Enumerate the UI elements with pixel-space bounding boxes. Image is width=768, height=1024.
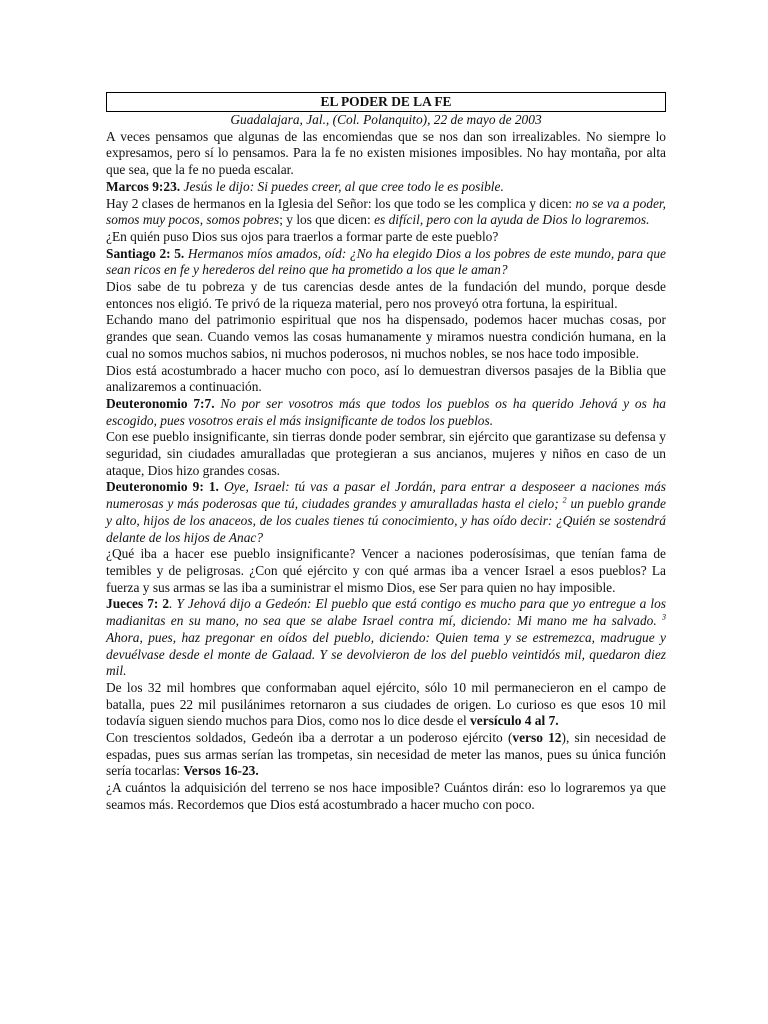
- paragraph-10: Con ese pueblo insignificante, sin tierras donde poder sembrar, sin ejército que garantizase su defensa y seguridad, sin ciudades amuralladas que protegieran a sus ancianos, mujeres y niños en caso de un ataque, Dios hizo grandes cosas.: [106, 429, 666, 478]
- bible-reference: Jueces 7: 2: [106, 596, 170, 612]
- bible-quote: Hermanos míos amados, oíd: ¿No ha elegido Dios a los pobres de este mundo, para que sean ricos en fe y herederos del reino que ha prometido a los que le aman?: [106, 245, 666, 278]
- bible-reference: Marcos 9:23.: [106, 178, 181, 194]
- bible-quote: Jesús le dijo: Si puedes creer, al que cree todo le es posible.: [183, 178, 504, 194]
- bible-reference: Deuteronomio 9: 1.: [106, 479, 219, 495]
- paragraph-3: [106, 196, 666, 229]
- paragraph-3-quote-a: no se va a poder, somos muy pocos, somos pobres: [106, 195, 667, 228]
- paragraph-8: Dios está acostumbrado a hacer mucho con poco, así lo demuestran diversos pasajes de la Biblia que analizaremos a continuación.: [106, 362, 666, 395]
- paragraph-14-text: De los 32 mil hombres que conformaban aquel ejército, sólo 10 mil permanecieron en el campo de batalla, pues 22 mil pusilánimes retornaron a sus ciudades de origen. Lo curioso es que esos 10 mil todavía siguen siendo muchos para Dios, como nos lo dice desde el: [106, 679, 666, 729]
- document-page: [106, 92, 666, 814]
- paragraph-4: ¿En quién puso Dios sus ojos para traerlos a formar parte de este pueblo?: [106, 228, 499, 244]
- document-title: EL PODER DE LA FE: [106, 92, 666, 112]
- verse-number: 3: [661, 612, 666, 622]
- paragraph-16: ¿A cuántos la adquisición del terreno se nos hace imposible? Cuántos dirán: eso lo lograremos ya que seamos más. Recordemos que Dios está acostumbrado a hacer mucho con poco.: [106, 780, 666, 812]
- paragraph-15-text-b: ), sin necesidad de espadas, pues sus armas serían las trompetas, sin necesidad de meter las manos, pues su única función sería tocarlas:: [106, 730, 666, 779]
- paragraph-3-quote-b: es difícil, pero con la ayuda de Dios lo lograremos.: [374, 212, 650, 228]
- verse-reference: verso 12: [512, 730, 562, 746]
- paragraph-13: [106, 596, 666, 680]
- paragraph-15-text-a: Con trescientos soldados, Gedeón iba a derrotar a un poderoso ejército (: [106, 730, 513, 746]
- paragraph-6: Dios sabe de tu pobreza y de tus carencias desde antes de la fundación del mundo, porque desde entonces nos eligió. Te privó de la riqueza material, pero nos proveyó otra fortuna, la espiritual.: [106, 279, 666, 311]
- paragraph-7: Echando mano del patrimonio espiritual que nos ha dispensado, podemos hacer muchas cosas, por grandes que sean. Cuando vemos las cosas humanamente y miramos nuestra condición humana, en la cual no somos muchos sabios, ni muchos poderosos, ni muchos nobles, se nos hace todo imposible.: [106, 312, 666, 361]
- bible-quote: No por ser vosotros más que todos los pueblos os ha querido Jehová y os ha escogido, pues vosotros erais el más insignificante de todos los pueblos.: [106, 395, 666, 428]
- bible-quote-a: . Y Jehová dijo a Gedeón: El pueblo que está contigo es mucho para que yo entregue a los madianitas en su mano, no sea que se alabe Israel contra mí, diciendo: Mi mano me ha salvado.: [106, 596, 666, 629]
- bible-quote-b: Ahora, pues, haz pregonar en oídos del pueblo, diciendo: Quien tema y se estremezca, madrugue y devuélvase desde el monte de Galaad. Y se devolvieron de los del pueblo veintidós mil, quedaron diez mil.: [106, 629, 666, 679]
- bible-quote-a: Oye, Israel: tú vas a pasar el Jordán, para entrar a desposeer a naciones más numerosas y más poderosas que tú, ciudades grandes y amuralladas hasta el cielo;: [106, 479, 667, 512]
- paragraph-2: [106, 179, 666, 196]
- document-subtitle: Guadalajara, Jal., (Col. Polanquito), 22 de mayo de 2003: [230, 112, 542, 127]
- paragraph-14: [106, 680, 666, 730]
- paragraph-3-text-a: Hay 2 clases de hermanos en la Iglesia del Señor: los que todo se les complica y dicen:: [106, 195, 573, 211]
- verse-reference: Versos 16-23.: [183, 763, 259, 779]
- bible-reference: Deuteronomio 7:7.: [106, 395, 215, 411]
- bible-reference: Santiago 2: 5.: [106, 245, 185, 261]
- paragraph-5: [106, 246, 666, 279]
- paragraph-12: ¿Qué iba a hacer ese pueblo insignificante? Vencer a naciones poderosísimas, que tenían fama de temibles y de peligrosas. ¿Con qué ejército y con qué armas iba a vencer Israel a esos pueblos? La fuerza y sus armas se las iba a suministrar el mismo Dios, ese Ser para quien no hay imposible.: [106, 546, 666, 595]
- paragraph-1: A veces pensamos que algunas de las encomiendas que se nos dan son irrealizables. No siempre lo expresamos, pero sí lo pensamos. Para la fe no existen misiones imposibles. No hay montaña, por alta que sea, que la fe no pueda escalar.: [106, 128, 666, 178]
- paragraph-9: [106, 396, 666, 429]
- paragraph-11: [106, 479, 666, 546]
- verse-reference: versículo 4 al 7.: [470, 713, 559, 729]
- paragraph-3-text-b: ; y los que dicen:: [279, 212, 371, 228]
- bible-quote-b: un pueblo grande y alto, hijos de los anaceos, de los cuales tienes tú conocimiento, y has oído decir: ¿Quién se sostendrá delante de los hijos de Anac?: [106, 496, 666, 545]
- verse-number: 2: [562, 495, 567, 505]
- paragraph-15: [106, 730, 666, 780]
